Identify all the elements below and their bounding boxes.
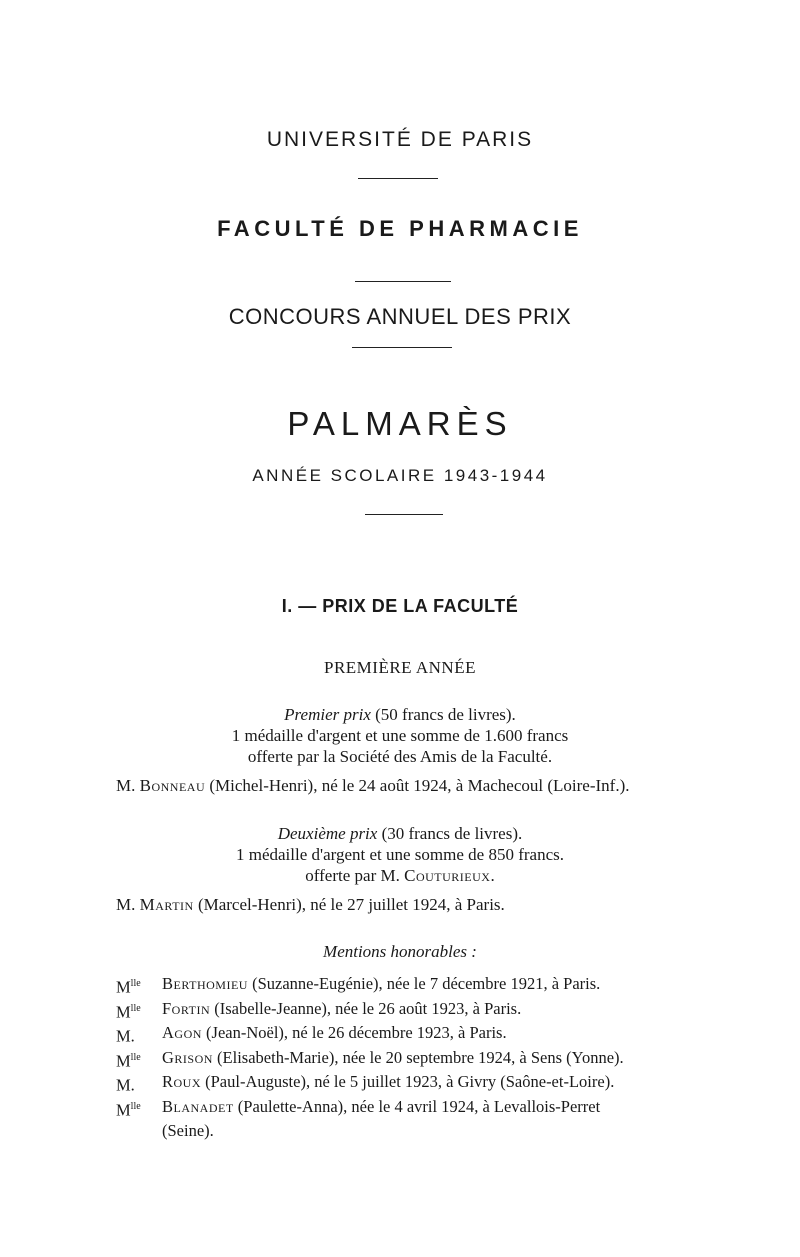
page-title: PALMARÈS	[287, 405, 513, 442]
contest-title: CONCOURS ANNUEL DES PRIX	[228, 304, 572, 329]
divider	[358, 178, 438, 179]
list-item: $M^{lle}$ Fortin (Isabelle-Jeanne), née le 26 août 1923, à Paris.	[116, 998, 522, 1021]
first-prize-block	[0, 704, 800, 767]
divider	[352, 347, 452, 348]
first-prize-laureate: M. Bonneau (Michel-Henri), né le 24 août 1924, à Machecoul (Loire-Inf.).	[116, 776, 630, 795]
list-item-continuation: (Seine).	[162, 1121, 214, 1140]
second-prize-label: Deuxième prix	[277, 824, 378, 843]
first-prize-line3: offerte par la Société des Amis de la Faculté.	[247, 747, 553, 766]
list-item: $M^{lle}$ Grison (Elisabeth-Marie), née le 20 septembre 1924, à Sens (Yonne).	[116, 1047, 624, 1070]
first-prize-label: Premier prix	[284, 705, 371, 724]
first-prize-line2: 1 médaille d'argent et une somme de 1.600 francs	[231, 726, 569, 745]
list-item: $M^{lle}$ Blanadet (Paulette-Anna), née le 4 avril 1924, à Levallois-Perret	[116, 1096, 601, 1119]
divider	[365, 514, 443, 515]
second-prize-line2: 1 médaille d'argent et une somme de 850 francs.	[235, 845, 564, 864]
mentions-list	[116, 973, 736, 1141]
section-heading: I. — PRIX DE LA FACULTÉ	[281, 596, 519, 616]
second-prize-laureate: M. Martin (Marcel-Henri), né le 27 juillet 1924, à Paris.	[116, 895, 505, 914]
first-prize-line1: Premier prix (50 francs de livres).	[284, 705, 516, 724]
second-prize-line3: offerte par M. Couturieux.	[305, 866, 495, 885]
faculty-name: FACULTÉ DE PHARMACIE	[217, 216, 583, 241]
school-year: ANNÉE SCOLAIRE 1943-1944	[252, 466, 548, 485]
second-prize-line1: Deuxième prix (30 francs de livres).	[277, 824, 523, 843]
divider	[355, 281, 451, 282]
section-subheading: PREMIÈRE ANNÉE	[324, 658, 476, 677]
mentions-heading: Mentions honorables :	[323, 942, 477, 961]
list-item: $M^{lle}$ Berthomieu (Suzanne-Eugénie), née le 7 décembre 1921, à Paris.	[116, 974, 601, 997]
list-item: M. Agon (Jean-Noël), né le 26 décembre 1923, à Paris.	[116, 1023, 507, 1046]
second-prize-block	[0, 823, 800, 886]
list-item: M. Roux (Paul-Auguste), né le 5 juillet 1923, à Givry (Saône-et-Loire).	[116, 1072, 615, 1095]
university-name: UNIVERSITÉ DE PARIS	[266, 128, 534, 151]
